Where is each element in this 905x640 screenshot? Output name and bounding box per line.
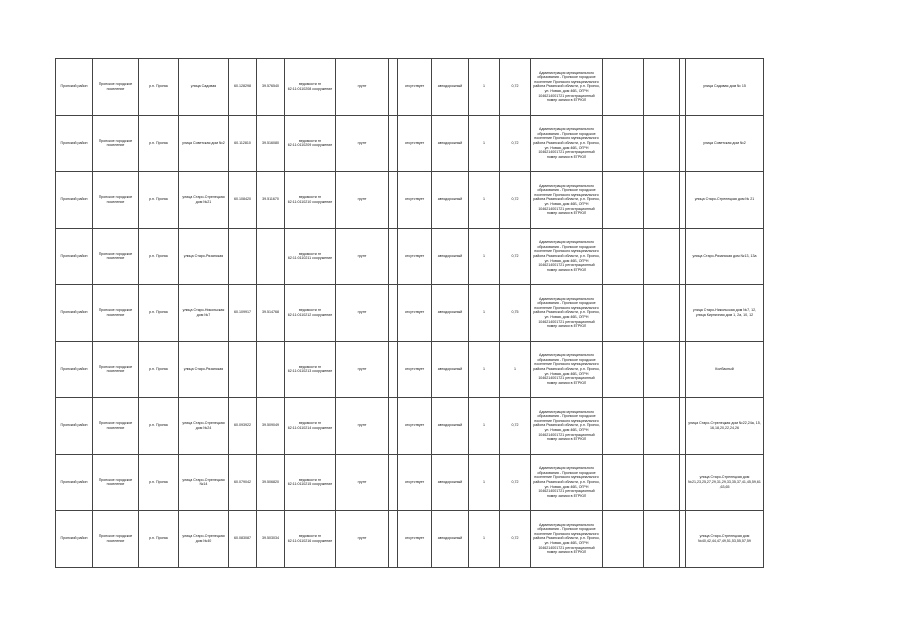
- table-row: [56, 511, 764, 568]
- table-cell: р.п. Пронск: [139, 454, 179, 511]
- table-cell: Пронский район: [56, 115, 93, 172]
- table-cell: 39.509049: [257, 398, 285, 455]
- table-cell: р.п. Пронск: [139, 285, 179, 342]
- table-cell: отсутствует: [398, 511, 432, 568]
- table-cell: улица Старо-Стрелецкая дом №24: [179, 398, 229, 455]
- table-cell: 0,75: [500, 285, 531, 342]
- table-cell: 60.109917: [229, 285, 257, 342]
- table-cell: автодорожный: [432, 398, 469, 455]
- registry-table: [55, 58, 764, 568]
- table-cell: отсутствует: [398, 172, 432, 229]
- table-cell: 1: [469, 454, 500, 511]
- table-cell: р.п. Пронск: [139, 115, 179, 172]
- table-cell: 60.128298: [229, 59, 257, 116]
- table-cell: улица Старо-Стрелецкая №14: [179, 454, 229, 511]
- table-cell: ведомости гп 62:11:0110213 сооружение: [285, 341, 336, 398]
- table-row: [56, 398, 764, 455]
- table-cell: р.п. Пронск: [139, 341, 179, 398]
- table-cell: грунт: [336, 341, 389, 398]
- table-cell: 1: [469, 59, 500, 116]
- registry-body: [56, 59, 764, 568]
- table-cell: [644, 59, 680, 116]
- table-cell: автодорожный: [432, 59, 469, 116]
- table-cell: Пронское городское поселение: [93, 285, 139, 342]
- table-cell: Пронский район: [56, 398, 93, 455]
- table-cell: [389, 341, 398, 398]
- table-cell: Пронское городское поселение: [93, 228, 139, 285]
- table-row: [56, 285, 764, 342]
- table-cell: р.п. Пронск: [139, 398, 179, 455]
- table-cell: отсутствует: [398, 341, 432, 398]
- table-row: [56, 115, 764, 172]
- table-cell: 60.108420: [229, 172, 257, 229]
- table-cell: ведомости гп 62:11:0110214 сооружение: [285, 398, 336, 455]
- table-cell: 0,72: [500, 115, 531, 172]
- table-cell: Администрация муниципального образования - Пронское городское поселение Пронского муниципального района Рязанской области, р.п. Пронск, ул. Новая, дом 46Б, ОГРН 1046214001721 регистрационный номер записи в ЕГРЮЛ: [531, 172, 603, 229]
- table-cell: ведомости гп 62:11:0110210 сооружение: [285, 172, 336, 229]
- table-cell: [603, 228, 644, 285]
- table-cell: 1: [469, 172, 500, 229]
- table-cell: 1: [469, 341, 500, 398]
- table-cell: [389, 172, 398, 229]
- table-cell: 1: [469, 228, 500, 285]
- table-cell: [603, 172, 644, 229]
- table-cell: улица Старо-Стрелецкая дом № 21: [686, 172, 764, 229]
- table-cell: отсутствует: [398, 454, 432, 511]
- table-cell: 1: [469, 511, 500, 568]
- table-cell: 1: [469, 398, 500, 455]
- table-row: [56, 172, 764, 229]
- table-cell: улица Старо-Никольская дом №7, 12, улица Кирпичная дом 1, 2а, 10, 12: [686, 285, 764, 342]
- table-cell: 1: [469, 285, 500, 342]
- table-cell: 60.112810: [229, 115, 257, 172]
- table-cell: 60.079042: [229, 454, 257, 511]
- table-cell: [389, 511, 398, 568]
- table-cell: улица Старо-Рязанская: [179, 228, 229, 285]
- table-cell: улица Советская дом №2: [686, 115, 764, 172]
- table-cell: Администрация муниципального образования - Пронское городское поселение Пронского муниципального района Рязанской области, р.п. Пронск, ул. Новая, дом 46Б, ОГРН 1046214001721 регистрационный номер записи в ЕГРЮЛ: [531, 115, 603, 172]
- table-cell: [603, 285, 644, 342]
- table-cell: отсутствует: [398, 59, 432, 116]
- table-cell: Администрация муниципального образования - Пронское городское поселение Пронского муниципального района Рязанской области, р.п. Пронск, ул. Новая, дом 46Б, ОГРН 1046214001721 регистрационный номер записи в ЕГРЮЛ: [531, 341, 603, 398]
- table-cell: автодорожный: [432, 228, 469, 285]
- table-cell: [644, 228, 680, 285]
- table-cell: 60.093922: [229, 398, 257, 455]
- table-cell: 1: [469, 115, 500, 172]
- table-cell: 0,72: [500, 511, 531, 568]
- table-cell: улица Старо-Рязанская дом №13, 13а: [686, 228, 764, 285]
- table-cell: грунт: [336, 511, 389, 568]
- table-cell: 39.506820: [257, 454, 285, 511]
- table-cell: Пронский район: [56, 454, 93, 511]
- table-cell: Администрация муниципального образования - Пронское городское поселение Пронского муниципального района Рязанской области, р.п. Пронск, ул. Новая, дом 46Б, ОГРН 1046214001721 регистрационный номер записи в ЕГРЮЛ: [531, 398, 603, 455]
- table-cell: [644, 172, 680, 229]
- table-cell: Администрация муниципального образования - Пронское городское поселение Пронского муниципального района Рязанской области, р.п. Пронск, ул. Новая, дом 46Б, ОГРН 1046214001721 регистрационный номер записи в ЕГРЮЛ: [531, 511, 603, 568]
- table-cell: 0,72: [500, 398, 531, 455]
- table-cell: грунт: [336, 228, 389, 285]
- table-cell: [389, 59, 398, 116]
- table-cell: Пронский район: [56, 228, 93, 285]
- table-cell: автодорожный: [432, 341, 469, 398]
- table-cell: 0,72: [500, 172, 531, 229]
- table-cell: [644, 511, 680, 568]
- table-cell: [603, 454, 644, 511]
- table-cell: [603, 511, 644, 568]
- table-row: [56, 454, 764, 511]
- table-cell: 39.514768: [257, 285, 285, 342]
- table-cell: отсутствует: [398, 285, 432, 342]
- table-cell: [603, 115, 644, 172]
- table-cell: ведомости гп 62:11:0110209 сооружение: [285, 115, 336, 172]
- table-cell: р.п. Пронск: [139, 228, 179, 285]
- table-cell: улица Старо-Стрелецкая дом №40,42,44,47,49,51,53,55,57,59: [686, 511, 764, 568]
- table-cell: [603, 341, 644, 398]
- table-cell: [389, 398, 398, 455]
- table-cell: [644, 398, 680, 455]
- table-cell: 39.503034: [257, 511, 285, 568]
- table-cell: Пронское городское поселение: [93, 398, 139, 455]
- table-cell: улица Старо-Стрелецкая дом №21: [179, 172, 229, 229]
- table-cell: грунт: [336, 172, 389, 229]
- table-cell: 60.083087: [229, 511, 257, 568]
- table-cell: Пронский район: [56, 172, 93, 229]
- table-row: [56, 228, 764, 285]
- table-cell: Пронское городское поселение: [93, 454, 139, 511]
- table-cell: [644, 115, 680, 172]
- table-cell: улица Старо-Стрелецкая дом №21,23,25,27,29,31,29,33,35,37,41,45,59,61,63,65: [686, 454, 764, 511]
- table-cell: ведомости гп 62:11:0110211 сооружение: [285, 228, 336, 285]
- table-cell: Администрация муниципального образования - Пронское городское поселение Пронского муниципального района Рязанской области, р.п. Пронск, ул. Новая, дом 46Б, ОГРН 1046214001721 регистрационный номер записи в ЕГРЮЛ: [531, 454, 603, 511]
- table-cell: ведомости гп 62:11:0110208 сооружение: [285, 59, 336, 116]
- table-cell: Администрация муниципального образования - Пронское городское поселение Пронского муниципального района Рязанской области, р.п. Пронск, ул. Новая, дом 46Б, ОГРН 1046214001721 регистрационный номер записи в ЕГРЮЛ: [531, 285, 603, 342]
- table-cell: улица Старо-Стрелецкая дом №22,24а, 15, 16,18,20,22,24,26: [686, 398, 764, 455]
- table-cell: ведомости гп 62:11:0110215 сооружение: [285, 454, 336, 511]
- table-cell: ведомости гп 62:11:0110216 сооружение: [285, 511, 336, 568]
- table-cell: улица Старо-Рязанская: [179, 341, 229, 398]
- table-cell: отсутствует: [398, 398, 432, 455]
- table-cell: грунт: [336, 115, 389, 172]
- table-cell: автодорожный: [432, 454, 469, 511]
- table-cell: автодорожный: [432, 172, 469, 229]
- table-cell: [389, 228, 398, 285]
- table-cell: [229, 228, 257, 285]
- table-cell: улица Старо-Никольская дом №7: [179, 285, 229, 342]
- table-cell: [229, 341, 257, 398]
- table-cell: [644, 341, 680, 398]
- table-cell: [257, 341, 285, 398]
- table-cell: улица Садовая: [179, 59, 229, 116]
- table-cell: улица Старо-Стрелецкая дом №40: [179, 511, 229, 568]
- table-cell: 0,72: [500, 228, 531, 285]
- table-cell: Администрация муниципального образования - Пронское городское поселение Пронского муниципального района Рязанской области, р.п. Пронск, ул. Новая, дом 46Б, ОГРН 1046214001721 регистрационный номер записи в ЕГРЮЛ: [531, 228, 603, 285]
- table-cell: 39.516080: [257, 115, 285, 172]
- table-cell: Администрация муниципального образования - Пронское городское поселение Пронского муниципального района Рязанской области, р.п. Пронск, ул. Новая, дом 46Б, ОГРН 1046214001721 регистрационный номер записи в ЕГРЮЛ: [531, 59, 603, 116]
- table-cell: 39.576540: [257, 59, 285, 116]
- table-cell: [389, 115, 398, 172]
- table-cell: автодорожный: [432, 511, 469, 568]
- table-cell: Пронское городское поселение: [93, 59, 139, 116]
- table-cell: Колбасный: [686, 341, 764, 398]
- table-cell: отсутствует: [398, 115, 432, 172]
- table-cell: грунт: [336, 454, 389, 511]
- table-cell: Пронский район: [56, 59, 93, 116]
- table-cell: 39.511670: [257, 172, 285, 229]
- table-cell: р.п. Пронск: [139, 59, 179, 116]
- table-cell: ведомости гп 62:11:0110212 сооружение: [285, 285, 336, 342]
- table-cell: грунт: [336, 285, 389, 342]
- table-cell: [389, 285, 398, 342]
- table-cell: улица Садовая дом № 15: [686, 59, 764, 116]
- table-cell: Пронское городское поселение: [93, 172, 139, 229]
- table-cell: автодорожный: [432, 115, 469, 172]
- table-row: [56, 341, 764, 398]
- table-cell: Пронское городское поселение: [93, 511, 139, 568]
- table-cell: грунт: [336, 59, 389, 116]
- table-cell: автодорожный: [432, 285, 469, 342]
- table-cell: Пронский район: [56, 285, 93, 342]
- table-cell: улица Советская дом №2: [179, 115, 229, 172]
- table-cell: [603, 59, 644, 116]
- table-cell: [644, 285, 680, 342]
- table-cell: 0,72: [500, 59, 531, 116]
- table-cell: [644, 454, 680, 511]
- table-cell: р.п. Пронск: [139, 172, 179, 229]
- table-cell: 1: [500, 341, 531, 398]
- table-cell: отсутствует: [398, 228, 432, 285]
- table-row: [56, 59, 764, 116]
- table-cell: Пронское городское поселение: [93, 115, 139, 172]
- table-cell: Пронский район: [56, 511, 93, 568]
- table-cell: [603, 398, 644, 455]
- table-cell: [257, 228, 285, 285]
- table-cell: грунт: [336, 398, 389, 455]
- table-cell: Пронский район: [56, 341, 93, 398]
- table-cell: [389, 454, 398, 511]
- table-cell: р.п. Пронск: [139, 511, 179, 568]
- table-cell: 0,72: [500, 454, 531, 511]
- table-cell: Пронское городское поселение: [93, 341, 139, 398]
